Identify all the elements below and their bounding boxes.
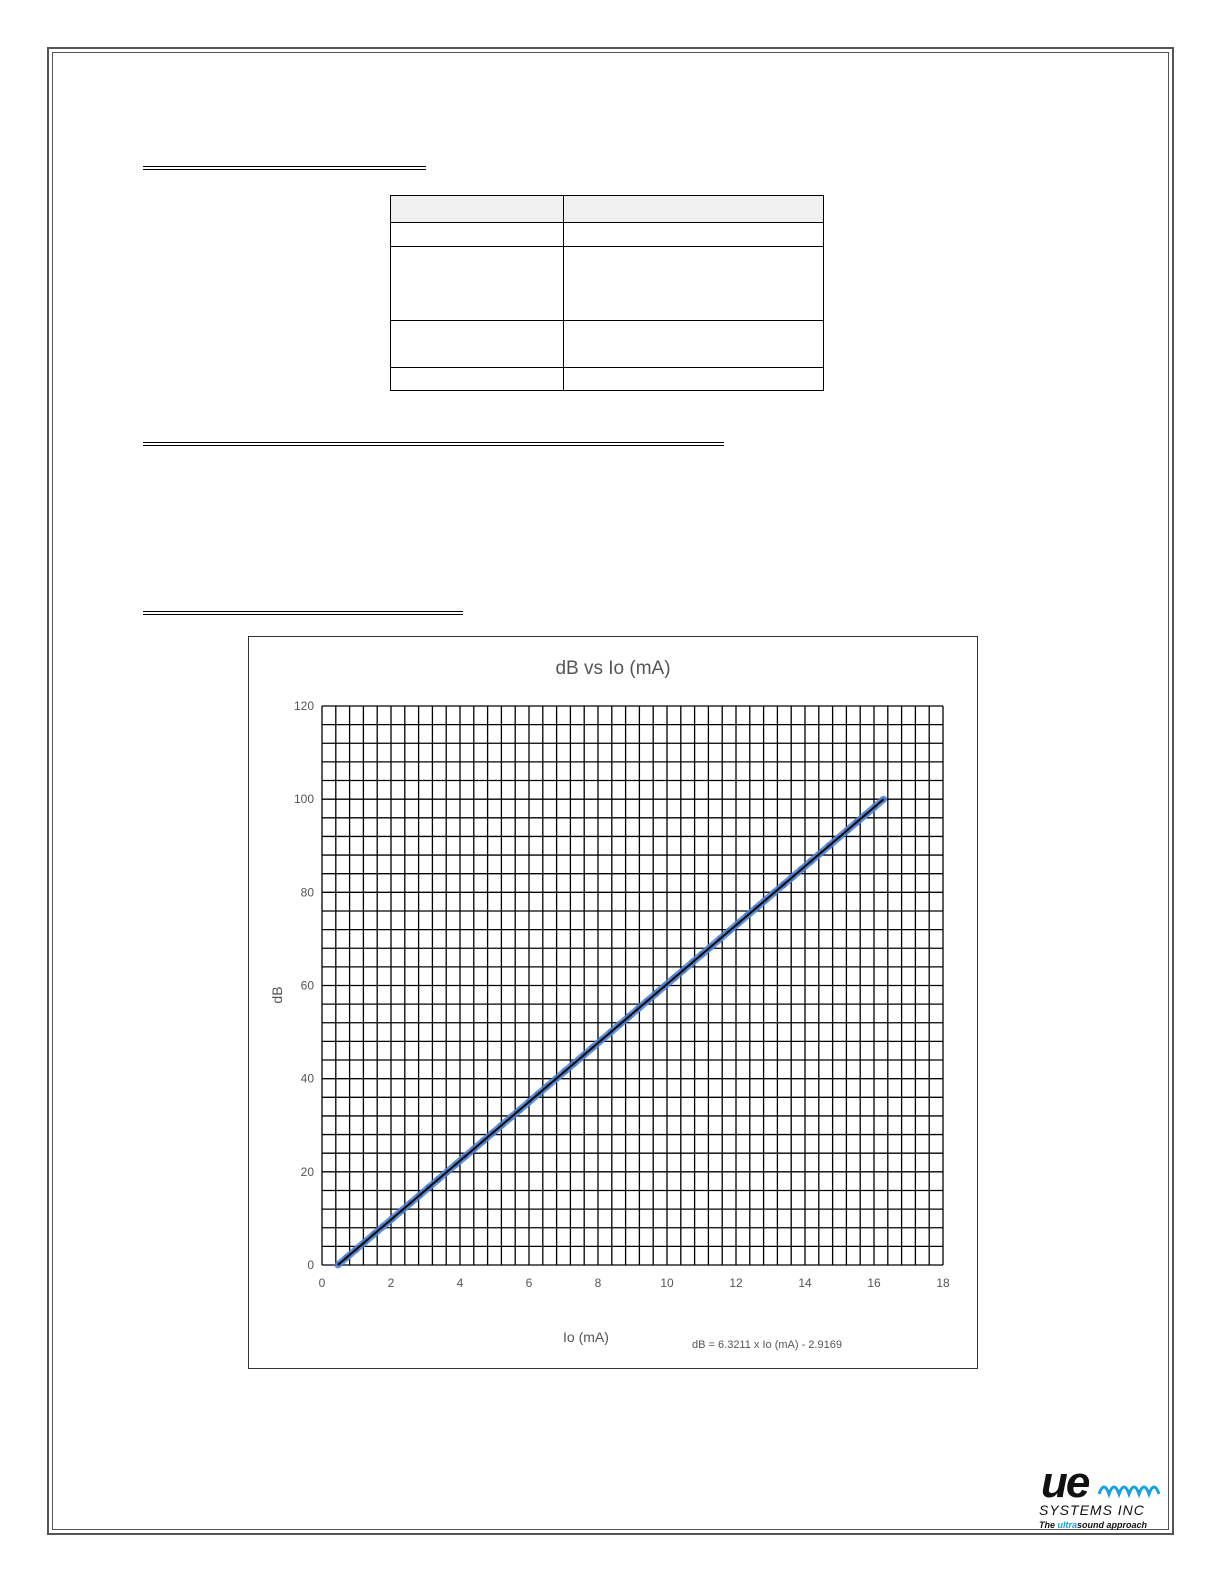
x-tick-label: 10 <box>660 1276 674 1290</box>
logo-tagline-post: sound approach <box>1077 1520 1148 1530</box>
chart-grid <box>322 706 943 1265</box>
y-tick-labels <box>294 699 314 1272</box>
section-heading-rule-3 <box>143 611 463 615</box>
y-tick-label: 120 <box>293 699 314 713</box>
spec-table <box>390 195 824 391</box>
y-tick-label: 60 <box>300 978 314 993</box>
chart-frame <box>248 636 978 1369</box>
table-row <box>391 223 824 247</box>
y-tick-label: 80 <box>300 885 314 900</box>
x-tick-label: 12 <box>729 1276 743 1290</box>
y-tick-label: 100 <box>293 792 314 807</box>
trendline-equation: dB = 6.3211 x Io (mA) - 2.9169 <box>692 1339 842 1351</box>
logo-tagline <box>1039 1520 1147 1530</box>
table-row <box>391 196 824 223</box>
x-tick-label: 4 <box>456 1276 464 1290</box>
chart <box>249 637 976 1367</box>
x-tick-label: 16 <box>867 1276 881 1290</box>
table-row <box>391 247 824 321</box>
x-tick-label: 14 <box>798 1276 812 1290</box>
company-logo <box>1037 1458 1171 1532</box>
chart-series <box>334 796 887 1269</box>
y-tick-label: 20 <box>300 1164 314 1179</box>
section-heading-rule-1 <box>143 166 426 170</box>
logo-company: SYSTEMS INC <box>1039 1502 1145 1518</box>
x-tick-label: 2 <box>387 1276 395 1290</box>
y-tick-label: 40 <box>300 1071 314 1086</box>
section-heading-rule-2 <box>143 442 724 446</box>
y-axis-label: dB <box>269 986 285 1004</box>
x-tick-labels <box>319 1276 950 1290</box>
logo-brand: ue <box>1041 1458 1089 1507</box>
table-row <box>391 368 824 391</box>
x-tick-label: 8 <box>594 1276 602 1290</box>
logo-tagline-pre: The <box>1039 1520 1058 1530</box>
x-axis-label: Io (mA) <box>563 1329 609 1345</box>
y-tick-label: 0 <box>307 1258 314 1272</box>
x-tick-label: 6 <box>525 1276 533 1290</box>
chart-title: dB vs Io (mA) <box>555 658 671 679</box>
table-row <box>391 321 824 368</box>
x-tick-label: 18 <box>936 1276 950 1290</box>
logo-wave-icon <box>1097 1478 1161 1498</box>
logo-tagline-highlight: ultra <box>1057 1520 1078 1530</box>
x-tick-label: 0 <box>318 1276 326 1290</box>
trendline <box>338 799 884 1265</box>
